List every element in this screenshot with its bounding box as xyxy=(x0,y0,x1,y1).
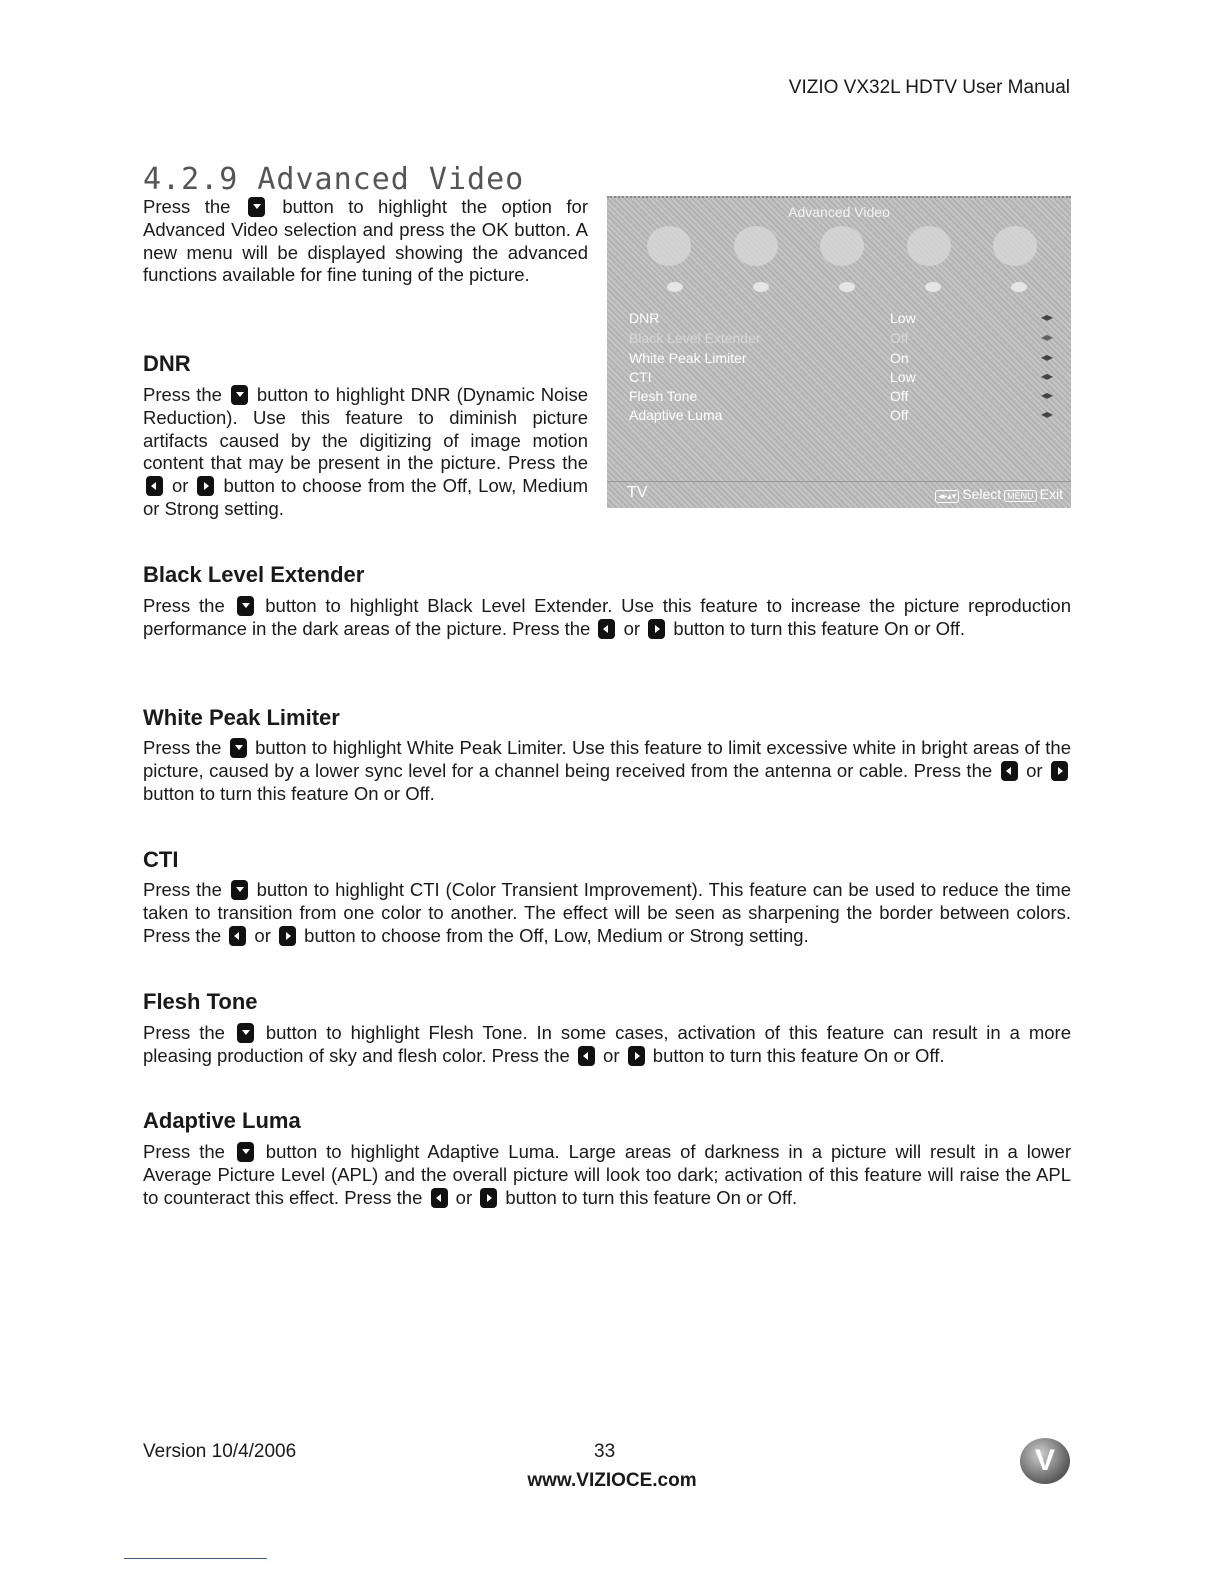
left-button-icon xyxy=(598,619,615,639)
setup-menu-icon xyxy=(907,226,951,266)
dot-icon xyxy=(925,282,941,292)
osd-source-label: TV xyxy=(627,484,648,501)
intro-paragraph: Press the button to highlight the option for Advanced Video selection and press the OK button. A new menu will be displayed showing the advanced functions available for fine tuning of the picture. xyxy=(143,196,588,286)
left-right-arrow-icon: ◂▸ xyxy=(1041,388,1054,402)
left-button-icon xyxy=(229,926,246,946)
parental-menu-icon xyxy=(993,226,1037,266)
left-button-icon xyxy=(1001,761,1018,781)
osd-row-dnr: DNR Low ◂▸ xyxy=(629,310,1054,326)
right-button-icon xyxy=(197,476,214,496)
osd-row-flesh-tone: Flesh Tone Off ◂▸ xyxy=(629,388,1054,404)
manual-header: VIZIO VX32L HDTV User Manual xyxy=(788,77,1070,98)
down-button-icon xyxy=(230,738,247,758)
left-button-icon xyxy=(146,476,163,496)
dot-icon xyxy=(1011,282,1027,292)
section-title: 4.2.9 Advanced Video xyxy=(143,162,525,197)
footnote-rule xyxy=(124,1558,267,1559)
flesh-tone-paragraph: Press the button to highlight Flesh Tone. In some cases, activation of this feature can result in a more pleasing production of sky and flesh color. Press the or button to turn this feature On or Off. xyxy=(143,1022,1071,1066)
left-right-arrow-icon: ◂▸ xyxy=(1041,310,1054,324)
dot-icon xyxy=(667,282,683,292)
osd-title: Advanced Video xyxy=(788,204,890,220)
tv-menu-icon xyxy=(820,226,864,266)
white-peak-limiter-paragraph: Press the button to highlight White Peak Limiter. Use this feature to limit excessive white in bright areas of the picture, caused by a lower sync level for a channel being received from the antenna or cable. Press the or button to turn this feature On or Off. xyxy=(143,737,1071,804)
navigation-keys-icon: ◂▸▴▾ xyxy=(935,490,959,503)
osd-row-white-peak-limiter: White Peak Limiter On ◂▸ xyxy=(629,350,1054,366)
left-button-icon xyxy=(578,1046,595,1066)
down-button-icon xyxy=(237,1023,254,1043)
page-number: 33 xyxy=(594,1441,616,1462)
osd-submenu-dots xyxy=(667,282,1027,292)
dnr-paragraph: Press the button to highlight DNR (Dynamic Noise Reduction). Use this feature to diminish picture artifacts caused by the digitizing of image motion content that may be present in the picture. Press the or button to choose from the Off, Low, Medium or Strong setting. xyxy=(143,384,589,519)
osd-row-cti: CTI Low ◂▸ xyxy=(629,369,1054,385)
osd-row-black-level-extender: Black Level Extender Off ◂▸ xyxy=(629,330,1054,346)
heading-black-level-extender: Black Level Extender xyxy=(143,562,365,587)
heading-cti: CTI xyxy=(143,847,179,872)
right-button-icon xyxy=(648,619,665,639)
down-button-icon xyxy=(237,596,254,616)
osd-icon-bar xyxy=(647,226,1037,270)
left-right-arrow-icon: ◂▸ xyxy=(1041,407,1054,421)
audio-menu-icon xyxy=(734,226,778,266)
heading-dnr: DNR xyxy=(143,351,191,376)
picture-menu-icon xyxy=(647,226,691,266)
osd-footer xyxy=(607,481,1071,508)
heading-flesh-tone: Flesh Tone xyxy=(143,989,258,1014)
heading-white-peak-limiter: White Peak Limiter xyxy=(143,705,340,730)
down-button-icon xyxy=(248,197,265,217)
website-url: www.VIZIOCE.com xyxy=(527,1470,697,1491)
left-right-arrow-icon: ◂▸ xyxy=(1041,350,1054,364)
right-button-icon xyxy=(1051,761,1068,781)
right-button-icon xyxy=(628,1046,645,1066)
heading-adaptive-luma: Adaptive Luma xyxy=(143,1108,301,1133)
right-button-icon xyxy=(480,1188,497,1208)
vizio-logo-icon: V xyxy=(1020,1438,1070,1484)
menu-key-icon: MENU xyxy=(1004,490,1037,502)
left-button-icon xyxy=(431,1188,448,1208)
advanced-video-osd-screenshot xyxy=(607,196,1071,508)
dot-icon xyxy=(839,282,855,292)
left-right-arrow-icon: ◂▸ xyxy=(1041,369,1054,383)
down-button-icon xyxy=(231,880,248,900)
down-button-icon xyxy=(237,1142,254,1162)
osd-row-adaptive-luma: Adaptive Luma Off ◂▸ xyxy=(629,407,1054,423)
black-level-extender-paragraph: Press the button to highlight Black Level Extender. Use this feature to increase the picture reproduction performance in the dark areas of the picture. Press the or button to turn this feature On or Off. xyxy=(143,595,1071,639)
osd-help: ◂▸▴▾ Select MENU Exit xyxy=(932,486,1063,503)
left-right-arrow-icon: ◂▸ xyxy=(1041,330,1054,344)
right-button-icon xyxy=(279,926,296,946)
dot-icon xyxy=(753,282,769,292)
adaptive-luma-paragraph: Press the button to highlight Adaptive Luma. Large areas of darkness in a picture will result in a lower Average Picture Level (APL) and the overall picture will look too dark; activation of this feature will raise the APL to counteract this effect. Press the or button to turn this feature On or Off. xyxy=(143,1141,1071,1208)
cti-paragraph: Press the button to highlight CTI (Color Transient Improvement). This feature can be used to reduce the time taken to transition from one color to another. The effect will be seen as sharpening the border between colors. Press the or button to choose from the Off, Low, Medium or Strong setting. xyxy=(143,879,1071,946)
down-button-icon xyxy=(231,385,248,405)
version-label: Version 10/4/2006 xyxy=(143,1441,297,1462)
